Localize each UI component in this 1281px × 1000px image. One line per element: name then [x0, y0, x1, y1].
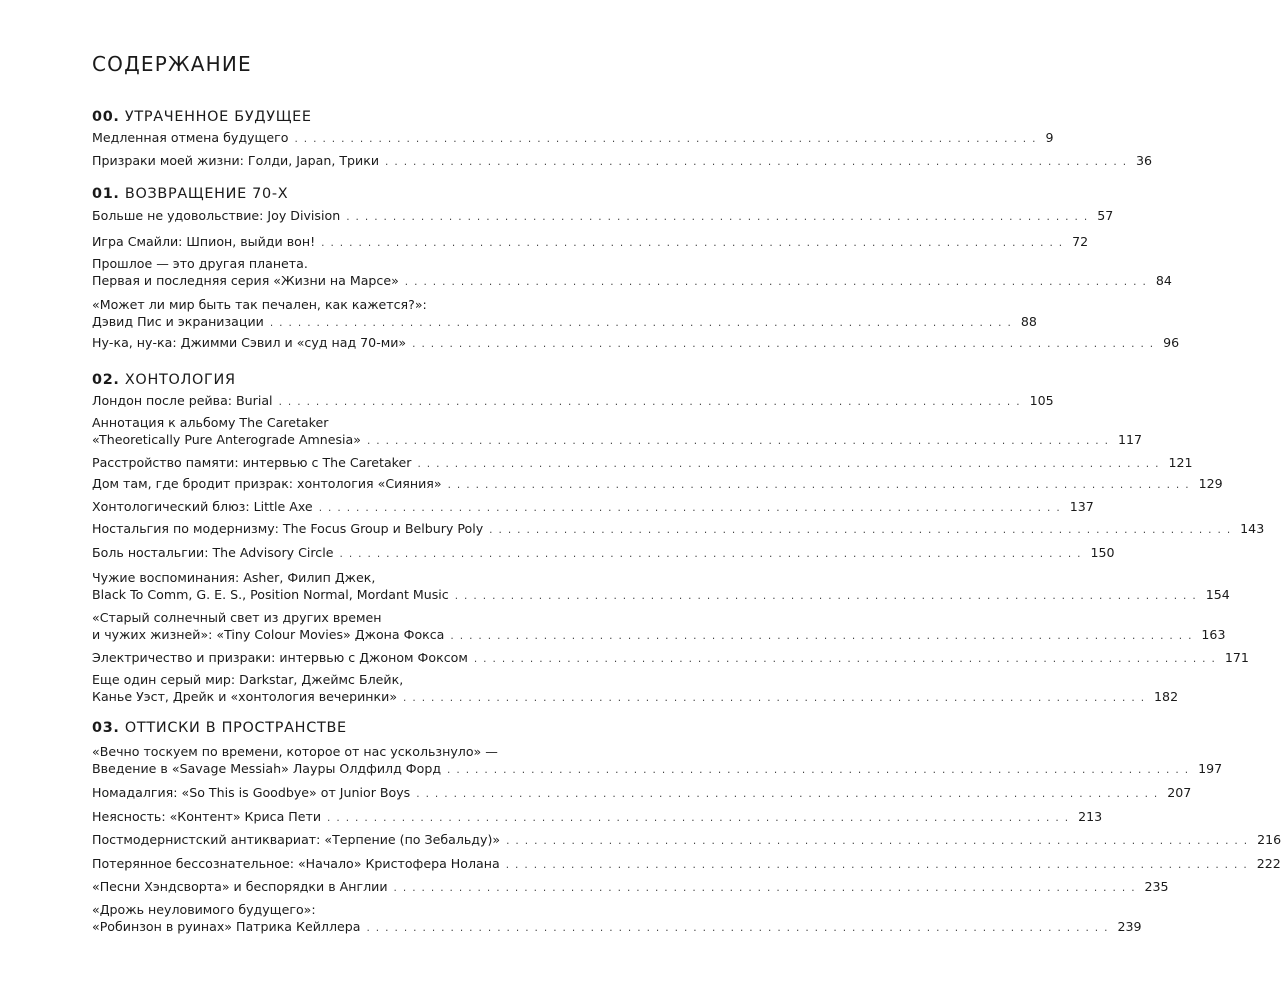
- toc-entry-line: Прошлое — это другая планета.: [92, 256, 308, 271]
- page-number: 96: [1163, 335, 1180, 350]
- dot-leader: ................................................................................: [454, 590, 1202, 602]
- toc-entry[interactable]: [92, 609, 1226, 645]
- dot-leader: ................................................................................: [412, 338, 1160, 350]
- section-heading: [92, 185, 288, 203]
- toc-entry[interactable]: [92, 855, 1281, 874]
- toc-entry[interactable]: [92, 743, 1223, 779]
- page-number: 163: [1201, 627, 1226, 642]
- page-number: 222: [1256, 856, 1281, 871]
- toc-entry-line: Расстройство памяти: интервью с The Caretaker: [92, 455, 412, 470]
- toc-entry[interactable]: [92, 544, 1115, 563]
- toc-entry-line: Аннотация к альбому The Caretaker: [92, 415, 329, 430]
- toc-entry[interactable]: [92, 296, 1037, 332]
- dot-leader: ................................................................................: [450, 630, 1198, 642]
- toc-entry[interactable]: [92, 901, 1142, 937]
- dot-leader: ................................................................................: [416, 788, 1164, 800]
- page-number: 171: [1224, 650, 1249, 665]
- section-number: 02.: [92, 372, 120, 388]
- page-number: 88: [1020, 314, 1037, 329]
- toc-entry-line: «Может ли мир быть так печален, как кажется?»:: [92, 297, 427, 312]
- toc-entry[interactable]: [92, 649, 1249, 668]
- toc-entry-line: Введение в «Savage Messiah» Лауры Олдфилд Форд: [92, 761, 442, 776]
- toc-entry-line: Постмодернистский антиквариат: «Терпение (по Зебальду)»: [92, 832, 501, 847]
- dot-leader: ................................................................................: [366, 922, 1114, 934]
- toc-entry-line: Black To Comm, G. E. S., Position Normal, Mordant Music: [92, 587, 449, 602]
- toc-entry[interactable]: [92, 414, 1143, 450]
- section-heading: [92, 108, 312, 126]
- dot-leader: ................................................................................: [269, 317, 1017, 329]
- toc-entry-line: Дэвид Пис и экранизации: [92, 314, 264, 329]
- toc-entry[interactable]: [92, 392, 1054, 411]
- page-number: 137: [1069, 499, 1094, 514]
- page-number: 182: [1154, 689, 1179, 704]
- page-number: 84: [1155, 273, 1172, 288]
- toc-entry[interactable]: [92, 784, 1192, 803]
- toc-entry-line: «Старый солнечный свет из других времен: [92, 610, 382, 625]
- toc-entry[interactable]: [92, 808, 1103, 827]
- dot-leader: ................................................................................: [473, 653, 1221, 665]
- dot-leader: ................................................................................: [321, 237, 1069, 249]
- page-number: 36: [1136, 153, 1153, 168]
- toc-entry-line: Боль ностальгии: The Advisory Circle: [92, 545, 334, 560]
- page-number: 129: [1198, 476, 1223, 491]
- toc-entry-line: Дом там, где бродит призрак: хонтология «Сияния»: [92, 476, 442, 491]
- toc-entry[interactable]: [92, 878, 1169, 897]
- section-heading: [92, 371, 236, 389]
- toc-entry[interactable]: [92, 454, 1193, 473]
- page-number: 150: [1090, 545, 1115, 560]
- toc-entry[interactable]: [92, 498, 1094, 517]
- dot-leader: ................................................................................: [417, 458, 1165, 470]
- toc-entry[interactable]: [92, 129, 1054, 148]
- toc-entry-line: Хонтологический блюз: Little Axe: [92, 499, 313, 514]
- page-number: 239: [1117, 919, 1142, 934]
- toc-entry-line: Неясность: «Контент» Криса Пети: [92, 809, 322, 824]
- page-number: 105: [1029, 393, 1054, 408]
- dot-leader: ................................................................................: [318, 502, 1066, 514]
- toc-entry-line: Ностальгия по модернизму: The Focus Group и Belbury Poly: [92, 521, 484, 536]
- toc-entry-line: Больше не удовольствие: Joy Division: [92, 208, 341, 223]
- section-number: 03.: [92, 720, 120, 736]
- dot-leader: ................................................................................: [505, 859, 1253, 871]
- dot-leader: ................................................................................: [393, 882, 1141, 894]
- toc-entry[interactable]: [92, 233, 1089, 252]
- toc-entry-line: «Дрожь неуловимого будущего»:: [92, 902, 316, 917]
- toc-entry-line: Призраки моей жизни: Голди, Japan, Трики: [92, 153, 380, 168]
- toc-entry-line: Канье Уэст, Дрейк и «хонтология вечеринки»: [92, 689, 398, 704]
- toc-entry-line: Игра Смайли: Шпион, выйди вон!: [92, 234, 316, 249]
- dot-leader: ................................................................................: [327, 812, 1075, 824]
- dot-leader: ................................................................................: [339, 548, 1087, 560]
- section-title: УТРАЧЕННОЕ БУДУЩЕЕ: [119, 109, 312, 125]
- toc-entry[interactable]: [92, 152, 1153, 171]
- page-number: 121: [1168, 455, 1193, 470]
- page-number: 57: [1097, 208, 1114, 223]
- section-title: ХОНТОЛОГИЯ: [119, 372, 236, 388]
- dot-leader: ................................................................................: [447, 764, 1195, 776]
- page-number: 117: [1117, 432, 1143, 447]
- section-heading: [92, 719, 347, 737]
- toc-entry[interactable]: [92, 475, 1223, 494]
- toc-entry[interactable]: [92, 831, 1281, 850]
- dot-leader: ................................................................................: [404, 276, 1152, 288]
- page-number: 9: [1045, 130, 1054, 145]
- dot-leader: ................................................................................: [403, 692, 1151, 704]
- toc-entry[interactable]: [92, 334, 1180, 353]
- toc-entry-line: «Песни Хэндсворта» и беспорядки в Англии: [92, 879, 388, 894]
- toc-entry-line: Первая и последняя серия «Жизни на Марсе»: [92, 273, 399, 288]
- page-number: 143: [1240, 521, 1265, 536]
- page-number: 213: [1078, 809, 1103, 824]
- dot-leader: ................................................................................: [278, 396, 1026, 408]
- dot-leader: ................................................................................: [346, 211, 1094, 223]
- toc-entry-line: «Theoretically Pure Anterograde Amnesia»: [92, 432, 361, 447]
- toc-entry[interactable]: [92, 671, 1179, 707]
- page-number: 72: [1072, 234, 1089, 249]
- page-number: 235: [1144, 879, 1169, 894]
- section-title: ВОЗВРАЩЕНИЕ 70-Х: [119, 186, 289, 202]
- page-number: 216: [1257, 832, 1281, 847]
- toc-entry-line: Лондон после рейва: Burial: [92, 393, 273, 408]
- toc-entry[interactable]: [92, 569, 1230, 605]
- toc-entry-line: Еще один серый мир: Darkstar, Джеймс Блейк,: [92, 672, 404, 687]
- toc-entry[interactable]: [92, 207, 1114, 226]
- toc-entry-line: и чужих жизней»: «Tiny Colour Movies» Джона Фокса: [92, 627, 445, 642]
- toc-entry-line: «Вечно тоскуем по времени, которое от нас ускользнуло» —: [92, 744, 498, 759]
- dot-leader: ................................................................................: [489, 524, 1237, 536]
- toc-entry-line: Номадалгия: «So This is Goodbye» от Junior Boys: [92, 785, 411, 800]
- page-number: 207: [1167, 785, 1192, 800]
- dot-leader: ................................................................................: [294, 133, 1042, 145]
- toc-entry-line: Медленная отмена будущего: [92, 130, 289, 145]
- dot-leader: ................................................................................: [385, 156, 1133, 168]
- dot-leader: ................................................................................: [366, 435, 1114, 447]
- section-number: 01.: [92, 186, 120, 202]
- section-title: ОТТИСКИ В ПРОСТРАНСТВЕ: [119, 720, 347, 736]
- dot-leader: ................................................................................: [506, 835, 1254, 847]
- toc-entry[interactable]: [92, 520, 1265, 539]
- toc-entry-line: Чужие воспоминания: Asher, Филип Джек,: [92, 570, 376, 585]
- toc-entry-line: Электричество и призраки: интервью с Джоном Фоксом: [92, 650, 468, 665]
- toc-entry[interactable]: [92, 255, 1172, 291]
- toc-entry-line: Потерянное бессознательное: «Начало» Кристофера Нолана: [92, 856, 500, 871]
- toc-entry-line: «Робинзон в руинах» Патрика Кейллера: [92, 919, 361, 934]
- dot-leader: ................................................................................: [447, 479, 1195, 491]
- page-number: 197: [1198, 761, 1223, 776]
- toc-title: СОДЕРЖАНИЕ: [92, 52, 252, 76]
- section-number: 00.: [92, 109, 120, 125]
- toc-entry-line: Ну-ка, ну-ка: Джимми Сэвил и «суд над 70-ми»: [92, 335, 407, 350]
- page-number: 154: [1205, 587, 1230, 602]
